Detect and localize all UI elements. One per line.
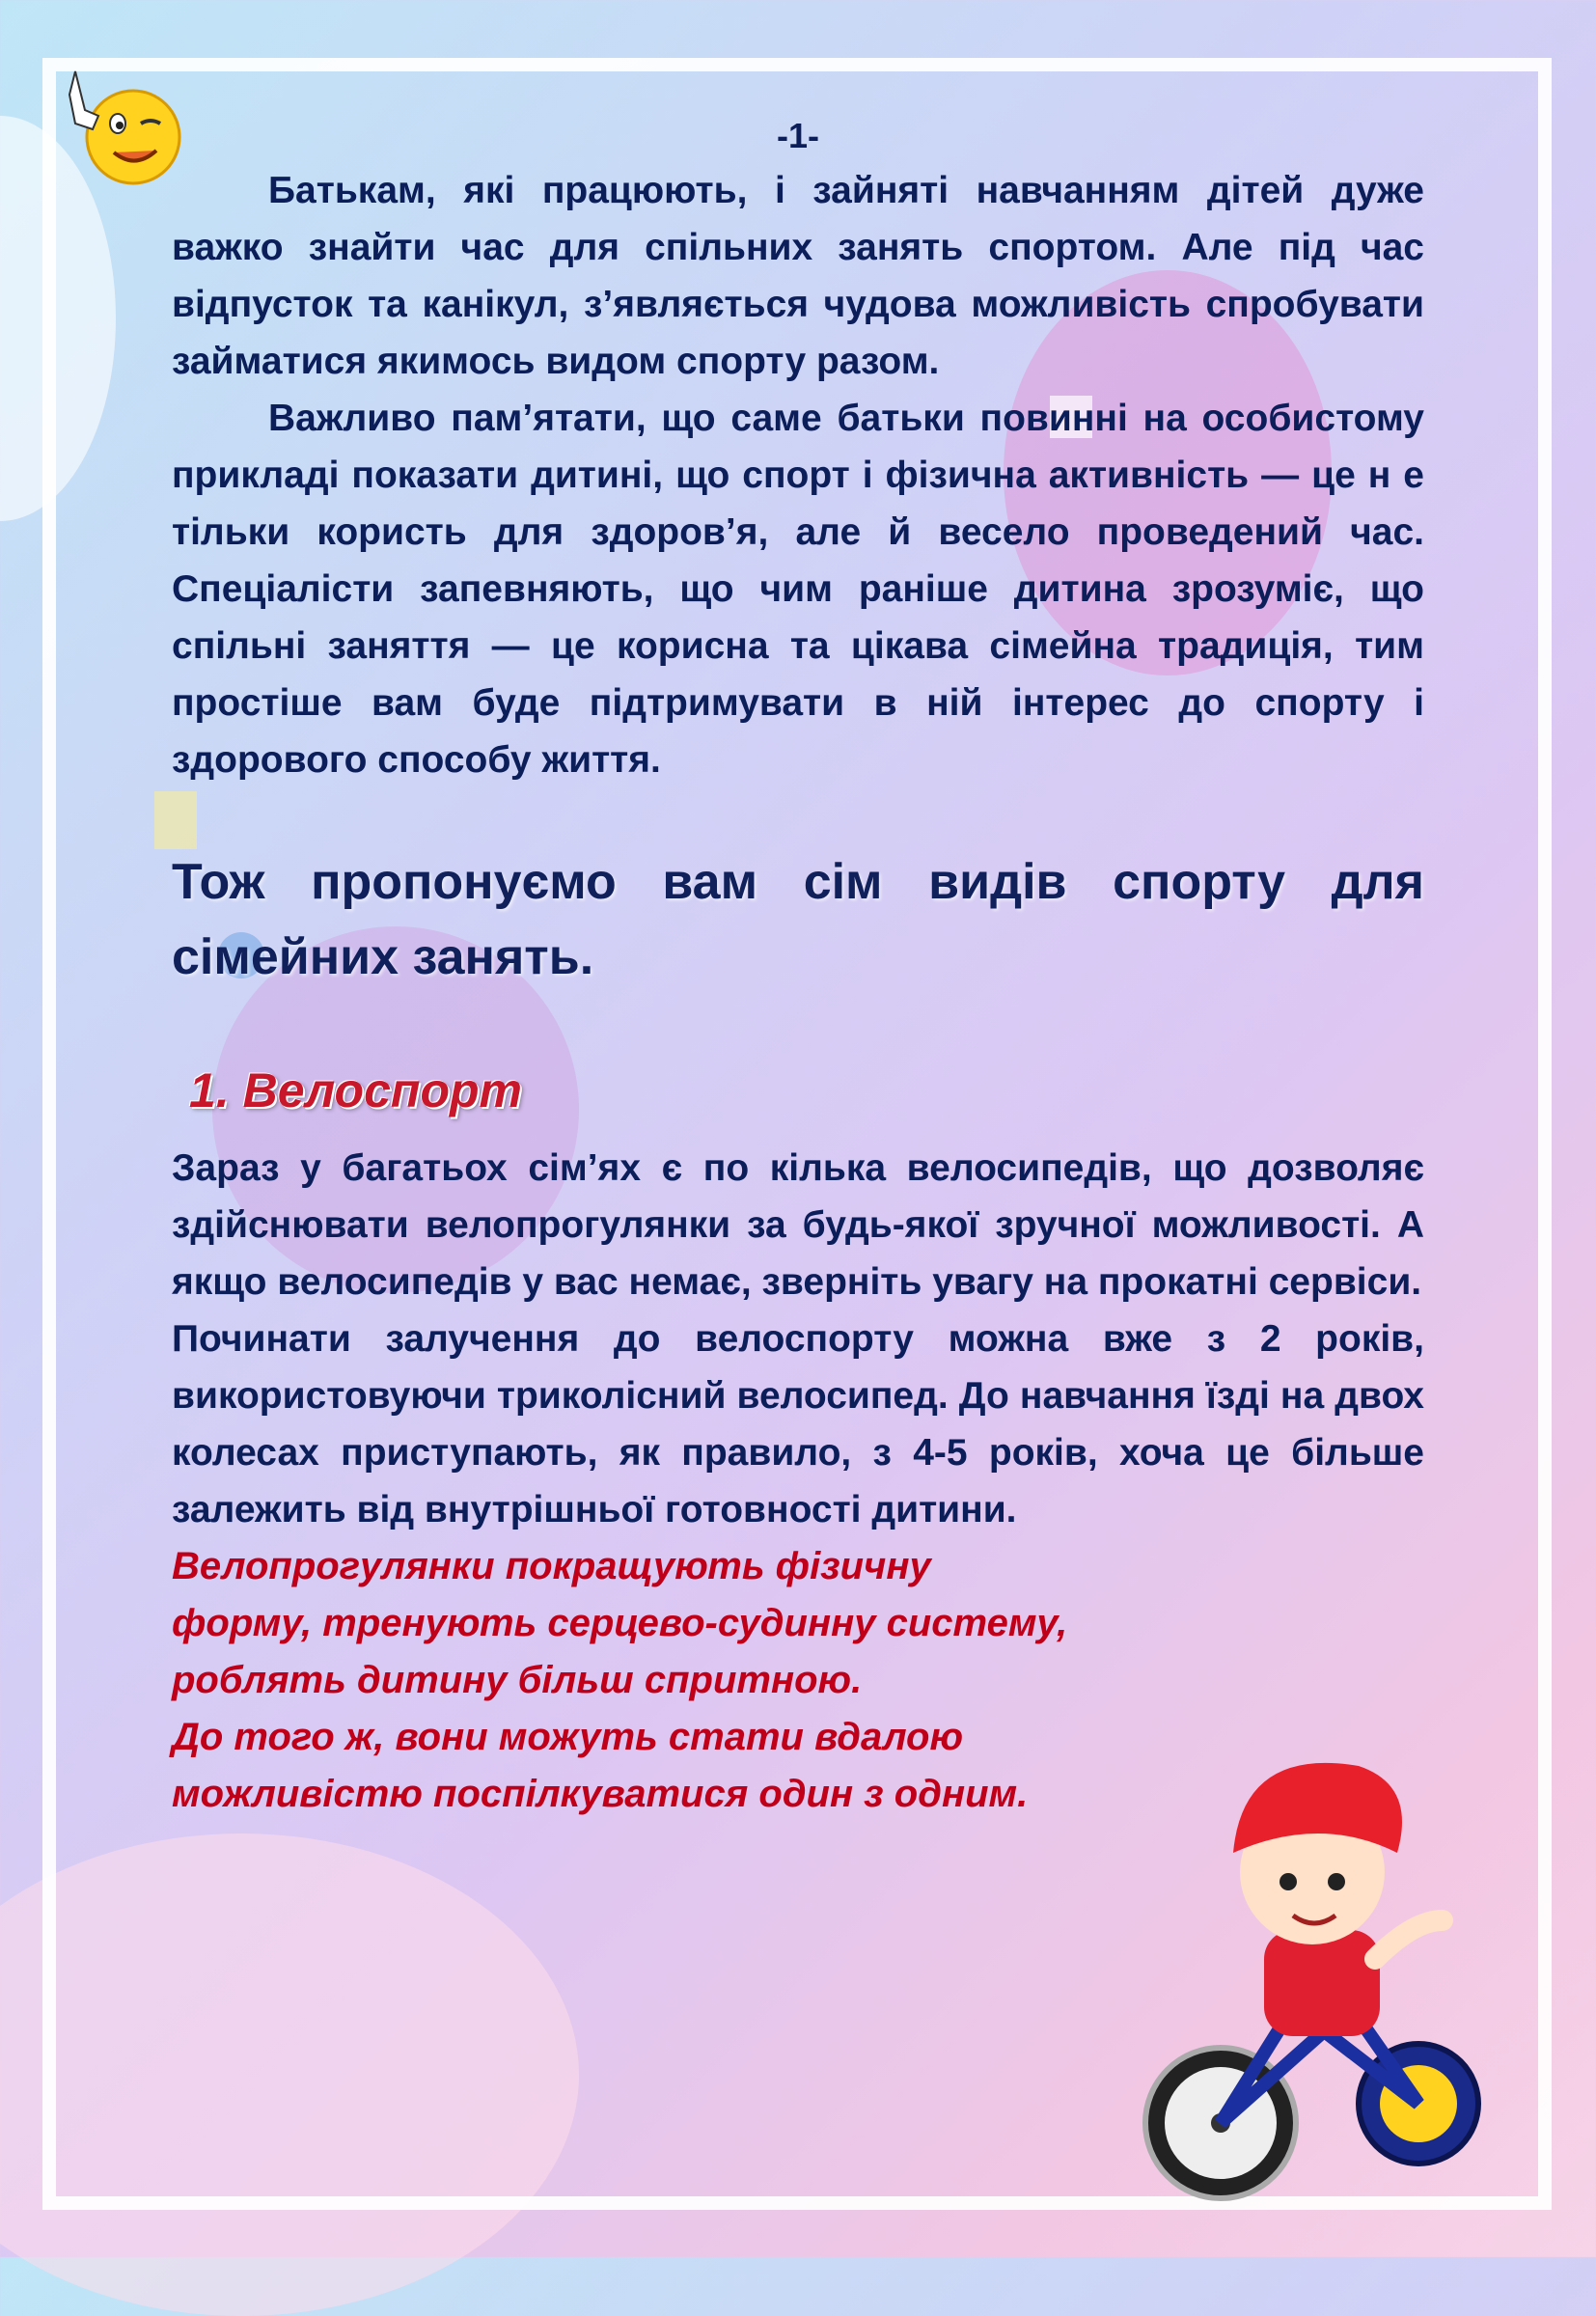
highlight-line: форму, тренують серцево-судинну систему, — [172, 1602, 1068, 1644]
cycling-paragraph-2: Починати залучення до велоспорту можна вже з 2 років, використовуючи триколісний велосипед. До навчання їзді на двох колесах приступають, як правило, з 4-5 років, хоча це більше залежить від внутрішньої готовності дитини. — [172, 1318, 1424, 1530]
highlight-line: Велопрогулянки покращують фізичну — [172, 1545, 931, 1587]
main-content — [172, 116, 1424, 1823]
highlight-line: До того ж, вони можуть стати вдалою — [172, 1716, 964, 1758]
cycling-paragraph-1: Зараз у багатьох сім’ях є по кілька велосипедів, що дозволяє здійснювати велопрогулянки за будь-якої зручної можливості. А якщо велосипедів у вас немає, зверніть увагу на прокатні сервіси. — [172, 1147, 1424, 1303]
highlight-line: можливістю поспілкуватися один з одним. — [172, 1773, 1029, 1815]
highlight-line: роблять дитину більш спритною. — [172, 1659, 863, 1701]
cyclist-illustration-icon — [1129, 1718, 1515, 2220]
smiley-pointing-icon — [56, 64, 191, 189]
cycling-highlight — [172, 1538, 1214, 1823]
intro-paragraph-2: Важливо пам’ятати, що саме батьки повинні на особистому прикладі показати дитині, що спорт і фізична активність — це н е тільки користь для здоров’я, але й весело проведений час. Спеціалісти запевняють, що чим раніше дитина зрозуміє, що спільні заняття — це корисна та цікава сімейна традиція, тим простіше вам буде підтримувати в ній інтерес до спорту і здорового способу життя. — [172, 398, 1424, 781]
sport-title-cycling: 1. Велоспорт — [189, 1063, 522, 1117]
section-heading: Тож пропонуємо вам сім видів спорту для сімейних занять. — [172, 854, 1424, 985]
intro-paragraph-1: Батькам, які працюють, і зайняті навчанням дітей дуже важко знайти час для спільних занять спортом. Але під час відпусток та канікул, з’являється чудова можливість спробувати займатися якимось видом спорту разом. — [172, 170, 1424, 382]
page-number: -1- — [777, 116, 819, 155]
